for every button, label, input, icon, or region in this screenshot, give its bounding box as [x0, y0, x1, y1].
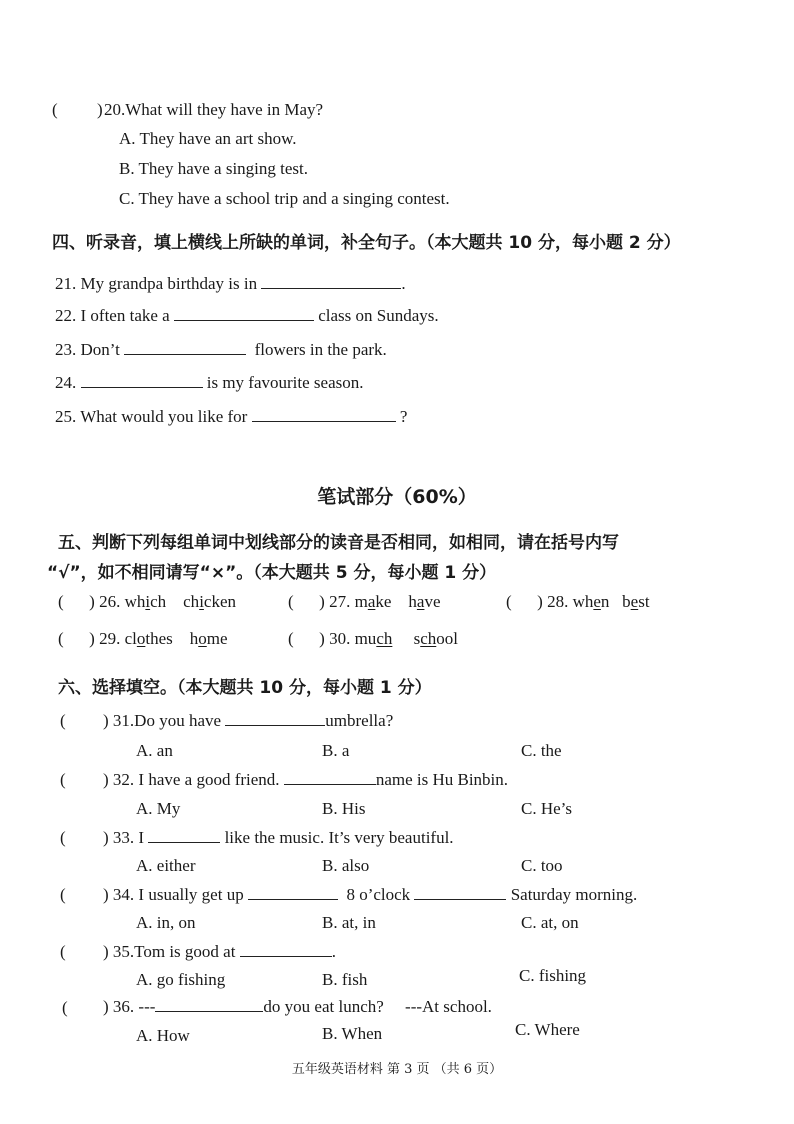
word-part: wh [572, 592, 594, 611]
question-25-end: ? [399, 407, 408, 426]
question-33 [103, 828, 454, 848]
section-6-title: 六、选择填空。（本大题共 10 分，每小题 1 分） [58, 678, 432, 698]
underlined-letters: i [145, 592, 151, 611]
question-31-option-c: C. the [521, 741, 562, 760]
question-31 [103, 711, 393, 731]
question-32-option-a: A. My [136, 799, 181, 818]
answer-blank[interactable] [252, 407, 396, 422]
question-31-text: ) 31.Do you have [103, 711, 222, 730]
question-32-option-b: B. His [322, 799, 366, 818]
word-part: m [354, 592, 368, 611]
question-31-option-a: A. an [136, 741, 173, 760]
section-4-title: 四、听录音，填上横线上所缺的单词，补全句子。（本大题共 10 分，每小题 2 分） [52, 233, 681, 253]
question-22-text: 22. I often take a [55, 306, 170, 325]
question-23-text: 23. Don’t [55, 340, 120, 359]
question-20-option-c: C. They have a school trip and a singing contest. [119, 189, 450, 208]
word-part: ch [183, 592, 200, 611]
question-25-text: 25. What would you like for [55, 407, 248, 426]
question-21-end: . [401, 274, 406, 293]
section-5-title-line1: 五、判断下列每组单词中划线部分的读音是否相同，如相同，请在括号内写 [58, 533, 619, 553]
word-part: wh [124, 592, 146, 611]
question-20-option-a: A. They have an art show. [119, 129, 297, 148]
question-31-option-b: B. a [322, 741, 350, 760]
word-part: h [408, 592, 417, 611]
question-33-option-a: A. either [136, 856, 196, 875]
question-36-option-b: B. When [322, 1024, 383, 1043]
question-34-text: ) 34. I usually get up [103, 885, 244, 904]
question-20: 20.What will they have in May? [104, 100, 324, 119]
word-part: h [189, 629, 199, 648]
underlined-letters: e [593, 592, 601, 611]
answer-blank[interactable] [248, 885, 338, 900]
answer-paren: ( [60, 711, 66, 730]
question-34-option-a: A. in, on [136, 913, 196, 932]
question-33-end: like the music. It’s very beautiful. [224, 828, 454, 847]
answer-blank[interactable] [148, 828, 220, 843]
section-5-title-line2: “√”，如不相同请写“×”。（本大题共 5 分，每小题 1 分） [47, 563, 497, 583]
word-part: thes [145, 629, 173, 648]
question-32 [103, 770, 508, 790]
question-26: ( ) 26. which chicken [58, 592, 237, 611]
answer-blank[interactable] [124, 340, 246, 355]
answer-blank[interactable] [240, 942, 332, 957]
word-part: cken [203, 592, 237, 611]
word-part: b [622, 592, 631, 611]
question-36-option-c: C. Where [515, 1020, 580, 1039]
question-36-text: ) 36. --- [103, 997, 156, 1016]
question-36 [103, 997, 492, 1017]
question-34-option-c: C. at, on [521, 913, 579, 932]
question-27-number: 27. [329, 592, 351, 611]
question-34-option-b: B. at, in [322, 913, 376, 932]
answer-paren: ( [60, 885, 66, 904]
question-36-middle: do you eat lunch? [263, 997, 384, 1016]
question-35-option-a: A. go fishing [136, 970, 226, 989]
question-32-text: ) 32. I have a good friend. [103, 770, 280, 789]
question-29: ( ) 29. clothes home [58, 629, 228, 648]
answer-paren: ( [52, 100, 58, 119]
question-32-option-c: C. He’s [521, 799, 572, 818]
question-34 [103, 885, 637, 905]
answer-blank[interactable] [225, 711, 325, 726]
question-25 [55, 407, 407, 427]
underlined-letters: a [416, 592, 425, 611]
word-part: me [206, 629, 228, 648]
question-24 [55, 373, 364, 393]
word-part: n [600, 592, 610, 611]
question-23 [55, 340, 387, 360]
underlined-letters: a [367, 592, 376, 611]
written-part-title: 笔试部分（60%） [317, 486, 477, 508]
answer-paren: ( [60, 770, 66, 789]
question-22-end: class on Sundays. [318, 306, 439, 325]
question-33-option-b: B. also [322, 856, 370, 875]
word-part: ool [436, 629, 459, 648]
question-36-end: ---At school. [405, 997, 492, 1016]
question-35 [103, 942, 336, 962]
word-part: cl [124, 629, 137, 648]
question-24-end: is my favourite season. [206, 373, 364, 392]
question-24-text: 24. [55, 373, 77, 392]
question-33-option-c: C. too [521, 856, 563, 875]
underlined-letters: ch [376, 629, 393, 648]
answer-blank[interactable] [284, 770, 376, 785]
question-33-text: ) 33. I [103, 828, 145, 847]
answer-paren: ( [60, 828, 66, 847]
question-30: ( ) 30. much school [288, 629, 459, 648]
question-29-number: 29. [99, 629, 121, 648]
word-part: ch [150, 592, 167, 611]
question-35-text: ) 35.Tom is good at [103, 942, 236, 961]
question-22 [55, 306, 439, 326]
answer-paren: ( [60, 942, 66, 961]
word-part: st [638, 592, 650, 611]
word-part: mu [354, 629, 377, 648]
question-31-end: umbrella? [325, 711, 394, 730]
answer-blank[interactable] [174, 306, 314, 321]
underlined-letters: o [198, 629, 207, 648]
answer-blank[interactable] [414, 885, 506, 900]
underlined-letters: e [630, 592, 639, 611]
answer-blank[interactable] [81, 373, 203, 388]
question-30-number: 30. [329, 629, 351, 648]
underlined-letters: i [199, 592, 204, 611]
question-35-end: . [331, 942, 336, 961]
question-26-number: 26. [99, 592, 121, 611]
underlined-letters: ch [420, 629, 437, 648]
question-20-close-paren: ) [97, 100, 103, 119]
question-23-end: flowers in the park. [254, 340, 387, 359]
question-20-option-b: B. They have a singing test. [119, 159, 309, 178]
underlined-letters: o [136, 629, 146, 648]
question-28-number: 28. [547, 592, 569, 611]
question-34-end: Saturday morning. [510, 885, 638, 904]
word-part: s [413, 629, 421, 648]
question-21 [55, 274, 406, 294]
question-32-end: name is Hu Binbin. [375, 770, 509, 789]
word-part: ke [375, 592, 392, 611]
answer-blank[interactable] [261, 274, 401, 289]
question-28: ( ) 28. when best [506, 592, 650, 611]
answer-blank[interactable] [155, 997, 263, 1012]
page-footer: 五年级英语材料 第 3 页 （共 6 页） [291, 1062, 503, 1077]
answer-paren: ( [62, 998, 68, 1017]
question-21-text: 21. My grandpa birthday is in [55, 274, 258, 293]
question-35-option-c: C. fishing [519, 966, 587, 985]
question-35-option-b: B. fish [322, 970, 368, 989]
question-34-middle: 8 o’clock [346, 885, 411, 904]
word-part: ve [424, 592, 441, 611]
question-36-option-a: A. How [136, 1026, 190, 1045]
question-27: ( ) 27. make have [288, 592, 441, 611]
